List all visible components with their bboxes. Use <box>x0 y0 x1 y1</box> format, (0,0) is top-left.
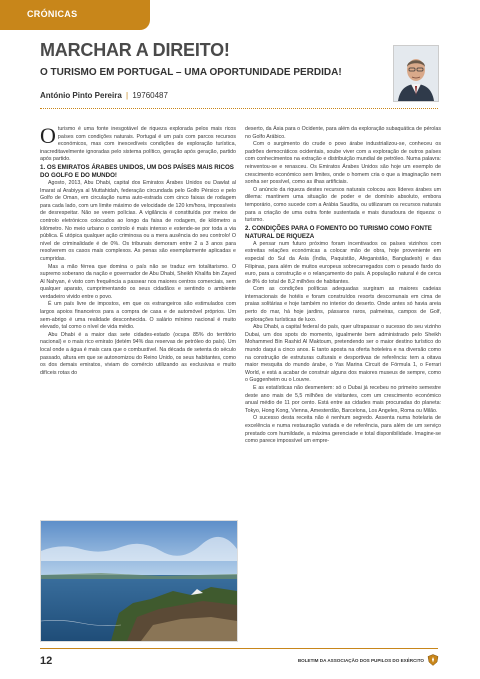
author-portrait <box>393 45 439 102</box>
article-title: MARCHAR A DIREITO! <box>40 40 230 60</box>
coastal-landscape-image <box>41 521 237 641</box>
paragraph: O sucesso desta receita não é nenhum segredo. Assenta numa hotelaria de excelência e numa restauração variada e de referência, para além de um serviço prestado com humildade, a máxima gerenciade e total disponibilidade. Imagine-se como parece impossível um empre- <box>245 415 441 445</box>
author-portrait-image <box>394 46 438 101</box>
left-column <box>40 123 236 377</box>
paragraph: Com as condições políticas adequadas surgiram as maiores cadeias internacionais de hotéis e foram construídos resorts descomunais em cima de praias solitárias e hoje também no interior do deserto. Onde antes só havia areia perto do mar, há hoje jardins, pássaros raros, palmeiras, campos de Golf, explorações turísticas de luxo. <box>245 286 441 323</box>
association-emblem-icon <box>427 653 439 665</box>
section-2-heading: 2. CONDIÇÕES PARA O FOMENTO DO TURISMO COMO FONTE NATURAL DE RIQUEZA <box>245 224 432 240</box>
paragraph: A pensar num futuro próximo foram incentivados os países vizinhos com estreitas relações económicas a colocar mão de obra, hoje proveniente em especial do Sul da Ásia (Índia, Paquistão, Afeganistão, Bangladesh) e das Filipinas, para além de muitos europeus sobrecarregados com o pesado fardo do euro, para a construção e o relançamento do país. A população natural é de cerca de 8% do total de 8,2 milhões de habitantes. <box>245 240 441 285</box>
paragraph: Abu Dhabi, a capital federal do país, quer ultrapassar o sucesso do seu vizinho Dubai, um dos spots do momento, igualmente bem administrado pelo Sheikh Mohammed Bin Rashid Al Maktoum, pretendendo ser o maior destino turístico do mundo daqui a cinco anos. E tanto aposta na oferta hoteleira e na diversão como na construção de estruturas culturais e desportivas de referência: tem a oitava maior mesquita do mundo árabe, o Yas Marina Circuit de Fórmula 1, o Ferrari World, e está a acabar de construir alguns dos maiores museus de sempre, como o Guggenheim ou o Louvre. <box>245 324 441 384</box>
paragraph: Abu Dhabi é a maior das sete cidades-estado (ocupa 85% do território nacional) e o mais rico emirato (detém 94% das reservas de petróleo do país). Um local onde a água é mais cara que o combustível. Na década de setenta do século passado, altura em que se autonomizou do Reino Unido, os seus habitantes, como os dos demais emiratos, viviam do comércio utilizando as exclusivas e muito difíceis rotas do <box>40 331 236 376</box>
paragraph: Mas a mão férrea que domina o país não se traduz em totalitarismo. O supremo soberano da nação e governador de Abu Dhabi, Sheikh Khalifa bin Zayed Al Nahyan, é visto com frequência a passear nos maiores centros comerciais, sem qualquer aparato, cumprimentando os seus cidadãos e sentindo o ambiente verdadeiro vivido entre o povo. <box>40 263 236 300</box>
paragraph: Com o surgimento do crude o povo árabe industrializou-se, conheceu os padrões democráticos ocidentais, soube viver com a exploração de outros países com conhecimentos na extração e distribuição mundial de petróleo. Numa palavra: reinventou-se e renasceu. Os Emiratos Árabes Unidos são hoje um exemplo de crescimento económico sem limites, onde o homem cria o que a imaginação nem sonha ser possível, como as ilhas artificiais. <box>245 141 441 186</box>
paragraph: deserto, da Ásia para o Ocidente, para além da exploração subaquática de pérolas no Golfo Arábico. <box>245 126 441 140</box>
section-1-heading: 1. OS EMIRATOS ÁRABES UNIDOS, UM DOS PAÍSES MAIS RICOS DO GOLFO E DO MUNDO! <box>40 163 234 179</box>
section-tab-label: CRÓNICAS <box>27 9 78 19</box>
bulletin-title: BOLETIM DA ASSOCIAÇÃO DOS PUPILOS DO EXÉRCITO <box>297 658 424 663</box>
paragraph: É um país livre de impostos, em que os estrangeiros são estimulados com largos apoios financeiros para a compra de casa e de automóvel próprios. Um sem-abrigo é uma realidade desconhecida. O salário mínimo nacional é muito elevado, tal como o nível de vida médio. <box>40 301 236 331</box>
paragraph: Agosto, 2013, Abu Dhabi, capital dos Emiratos Árabes Unidos ou Dawlat al Imarat al Arabiyya al Muttahidah, federação circundada pelo Golfo Pérsico e pelo Golfo de Oman, em circulação numa auto-estrada com cinco faixas de rodagem para cada lado, com um limite máximo de velocidade de 120 km/hora, impossíveis de desrespeitar. Não se veem polícias. A vigilância é constituída por meios de controlo eletrónicos colocados ao longo da faixa de rodagem, de kilómetro a kilómetro. No meio urbano o controlo é mais intenso e estende-se por toda a via pública. É utópica qualquer ação criminosa ou a mera ausência do seu controlo! O nível de criminalidade é de 0%. Os tribunais demoram entre 2 a 3 anos para resolverem os casos mais complexos. As penas são exemplarmente aplicadas e cumpridas. <box>40 179 236 262</box>
paragraph: E as estatísticas não desmentem: só o Dubai já recebeu no primeiro semestre deste ano mais de 5,5 milhões de visitantes, com um crescimento económico anual médio de 11 por cento. Está entre as cidades mais procuradas do planeta: Tokyo, Hong Kong, Vienna, Amesterdão, Barcelona, Los Angeles, Roma ou Milão. <box>245 385 441 414</box>
author-id: 19760487 <box>132 91 168 100</box>
title-divider <box>40 108 438 109</box>
drop-cap: O <box>40 123 56 148</box>
author-separator: | <box>126 91 129 100</box>
coastal-photo <box>40 520 238 642</box>
footer-divider <box>40 648 438 649</box>
intro-text: turismo é uma fonte inesgotável de riqueza explorada pelos mais ricos países com condições naturais. Portugal é um país com parcos recursos económicos, mas com inexcedíveis condições de exploração turística, inacreditavelmente ignoradas pelo sistema político, geração após geração, partido após partido. <box>40 126 236 163</box>
author-line <box>40 91 168 100</box>
page-number: 12 <box>40 655 53 667</box>
intro-paragraph <box>40 123 236 164</box>
author-name: António Pinto Pereira <box>40 91 122 100</box>
paragraph: O anúncio da riqueza destes recursos naturais colocou aos líderes árabes um dilema: mantinem uma situação de poder e de domínio absoluto, embora temporário, como sucede com a Arábia Saudita, ou utilizaram os recursos naturais para a criação de uma outra fonte sustentada e mais duradoura de riqueza: o turismo. <box>245 186 441 224</box>
right-column <box>245 126 441 446</box>
article-subtitle: O TURISMO EM PORTUGAL – UMA OPORTUNIDADE PERDIDA! <box>40 67 342 78</box>
section-tab <box>0 0 150 30</box>
